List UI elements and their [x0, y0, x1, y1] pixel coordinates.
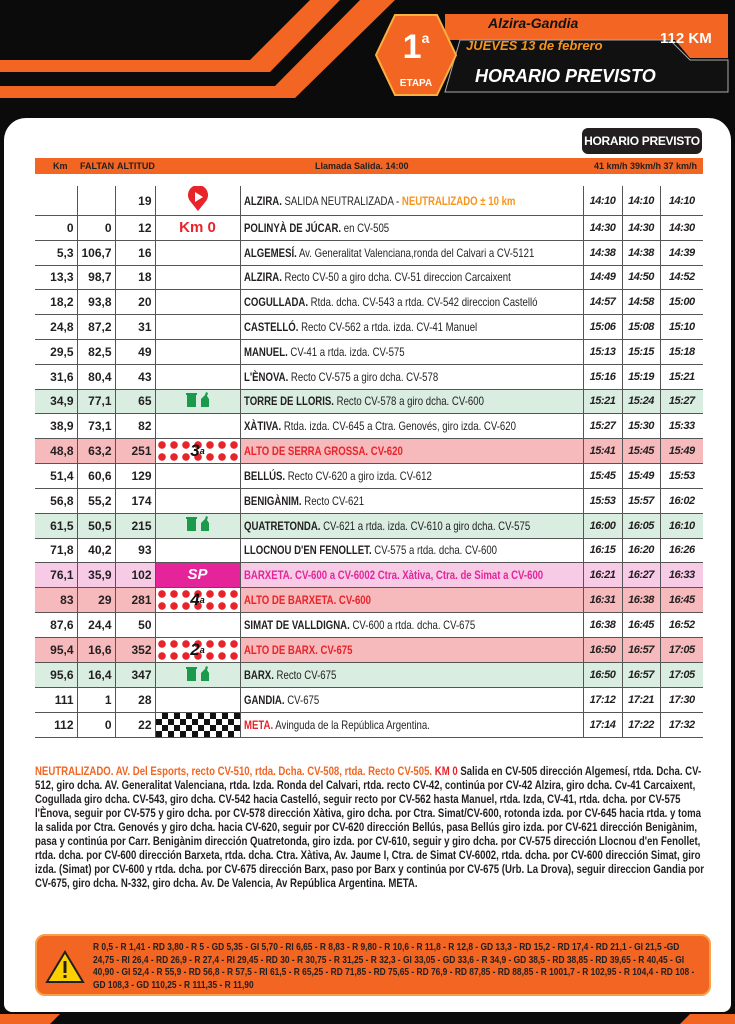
time-cell: 15:21	[660, 364, 703, 389]
time-cell: 17:30	[660, 687, 703, 712]
place-name: QUATRETONDA.	[243, 518, 320, 533]
table-row	[35, 290, 703, 315]
table-row	[35, 663, 703, 688]
table-row	[35, 315, 703, 340]
table-row	[35, 538, 703, 563]
km-cell: 38,9	[35, 414, 77, 439]
directions: Rtda. izda. CV-645 a Ctra. Genovés, giro izda. CV-620	[280, 419, 516, 434]
faltan-cell: 77,1	[77, 389, 115, 414]
faltan-cell: 106,7	[77, 240, 115, 265]
location-cell	[240, 513, 583, 538]
time-cell: 14:57	[583, 290, 622, 315]
km-cell: 71,8	[35, 538, 77, 563]
altitude-cell: 215	[115, 513, 155, 538]
altitude-cell: 251	[115, 439, 155, 464]
km-cell: 13,3	[35, 265, 77, 290]
faltan-cell: 35,9	[77, 563, 115, 588]
route-name: Alzira-Gandia	[488, 15, 579, 31]
table-row	[35, 364, 703, 389]
feed-zone-icon	[184, 392, 212, 408]
location-cell	[240, 414, 583, 439]
time-cell: 15:49	[660, 439, 703, 464]
time-cell: 15:16	[583, 364, 622, 389]
km-cell: 48,8	[35, 439, 77, 464]
marker-cell	[155, 464, 240, 489]
directions: Recto CV-578 a giro dcha. CV-600	[333, 394, 484, 409]
time-cell: 15:30	[622, 414, 660, 439]
time-cell: 14:30	[622, 216, 660, 241]
km-cell: 29,5	[35, 339, 77, 364]
location-cell	[240, 339, 583, 364]
schedule-table	[35, 186, 703, 738]
table-row	[35, 389, 703, 414]
directions: CV-600 a rtda. dcha. CV-675	[349, 618, 475, 633]
marker-cell	[155, 538, 240, 563]
km-cell: 18,2	[35, 290, 77, 315]
time-cell: 15:21	[583, 389, 622, 414]
km-cell: 111	[35, 687, 77, 712]
time-cell: 16:05	[622, 513, 660, 538]
km-cell: 31,6	[35, 364, 77, 389]
schedule-badge: HORARIO PREVISTO	[582, 128, 702, 154]
marker-cell	[155, 265, 240, 290]
table-row	[35, 613, 703, 638]
altitude-cell: 16	[115, 240, 155, 265]
directions: Recto CV-575 a giro dcha. CV-578	[287, 369, 438, 384]
location-cell	[240, 638, 583, 663]
table-row	[35, 638, 703, 663]
place-name: COGULLADA.	[243, 295, 308, 310]
stage-distance: 112 KM	[660, 30, 712, 47]
place-name: POLINYÀ DE JÚCAR.	[243, 220, 341, 235]
time-cell: 15:45	[622, 439, 660, 464]
time-cell: 15:18	[660, 339, 703, 364]
time-cell: 17:22	[622, 712, 660, 737]
time-cell: 16:10	[660, 513, 703, 538]
time-cell: 17:05	[660, 663, 703, 688]
km-cell: 87,6	[35, 613, 77, 638]
faltan-cell: 82,5	[77, 339, 115, 364]
time-cell: 15:27	[660, 389, 703, 414]
table-row	[35, 687, 703, 712]
speed-columns: 41 km/h 39km/h 37 km/h	[593, 161, 697, 171]
km-cell: 112	[35, 712, 77, 737]
time-cell: 16:27	[622, 563, 660, 588]
km-cell: 5,3	[35, 240, 77, 265]
table-row	[35, 488, 703, 513]
table-row	[35, 186, 703, 216]
table-row	[35, 240, 703, 265]
time-cell: 14:58	[622, 290, 660, 315]
time-cell: 17:21	[622, 687, 660, 712]
location-cell	[240, 488, 583, 513]
altitude-cell: 93	[115, 538, 155, 563]
time-cell: 16:33	[660, 563, 703, 588]
km-cell: 61,5	[35, 513, 77, 538]
km-cell	[35, 186, 77, 216]
km-cell: 83	[35, 588, 77, 613]
km-cell: 24,8	[35, 315, 77, 340]
time-cell: 17:32	[660, 712, 703, 737]
km-cell: 76,1	[35, 563, 77, 588]
altitude-cell: 18	[115, 265, 155, 290]
directions: Recto CV-675	[273, 668, 336, 683]
time-cell: 16:50	[583, 638, 622, 663]
time-cell: 17:14	[583, 712, 622, 737]
directions: en CV-505	[340, 220, 389, 235]
directions: Av. Generalitat Valenciana,ronda del Calvari a CV-5121	[296, 245, 534, 260]
time-cell: 14:38	[583, 240, 622, 265]
faltan-cell: 50,5	[77, 513, 115, 538]
place-name: TORRE DE LLORIS.	[243, 394, 334, 409]
table-row	[35, 265, 703, 290]
faltan-cell: 0	[77, 712, 115, 737]
faltan-cell: 87,2	[77, 315, 115, 340]
time-cell: 15:15	[622, 339, 660, 364]
call-time: Llamada Salida. 14:00	[315, 161, 409, 171]
time-cell: 16:15	[583, 538, 622, 563]
marker-cell	[155, 339, 240, 364]
km-cell: 34,9	[35, 389, 77, 414]
marker-cell	[155, 613, 240, 638]
time-cell: 16:57	[622, 638, 660, 663]
marker-cell	[155, 488, 240, 513]
neutral-note: NEUTRALIZADO. AV. Del Esports, recto CV-510, rtda. Dcha. CV-508, rtda. Recto CV-505.	[35, 764, 433, 778]
directions: Recto CV-621	[301, 493, 364, 508]
place-name: ALZIRA.	[243, 270, 282, 285]
location-cell	[240, 613, 583, 638]
table-row	[35, 712, 703, 737]
time-cell: 15:53	[583, 488, 622, 513]
page-title: HORARIO PREVISTO	[475, 66, 656, 86]
col-faltan: FALTAN	[80, 161, 115, 171]
faltan-cell: 60,6	[77, 464, 115, 489]
directions: Recto CV-50 a giro dcha. CV-51 direccion Carcaixent	[281, 270, 511, 285]
marker-cell	[155, 588, 240, 613]
table-row	[35, 439, 703, 464]
time-cell: 14:49	[583, 265, 622, 290]
table-header	[35, 158, 703, 174]
directions: CV-41 a rtda. izda. CV-575	[287, 344, 405, 359]
marker-cell	[155, 663, 240, 688]
marker-cell	[155, 638, 240, 663]
directions: CV-575 a rtda. dcha. CV-600	[371, 543, 497, 558]
marker-cell	[155, 513, 240, 538]
location-cell	[240, 464, 583, 489]
location-cell	[240, 364, 583, 389]
altitude-cell: 20	[115, 290, 155, 315]
time-cell: 14:10	[583, 186, 622, 216]
directions: Recto CV-620 a giro izda. CV-612	[284, 469, 432, 484]
km-cell: 56,8	[35, 488, 77, 513]
neutral-highlight: NEUTRALIZADO ± 10 km	[401, 193, 515, 208]
place-name: ALTO DE SERRA GROSSA. CV-620	[243, 444, 403, 459]
location-cell	[240, 315, 583, 340]
location-cell	[240, 290, 583, 315]
faltan-cell: 1	[77, 687, 115, 712]
warning-text: R 0,5 - R 1,41 - RD 3,80 - R 5 - GD 5,35 - GI 5,70 - RI 6,65 - R 8,83 - R 9,80 - R 10,6 - R 11,8 - R 12,8 - GD 13,3 - RD 15,2 - RD 17,4 - RD 21,1 - GI 21,5 -GD 24,75 - RI 26,4 - RD 26,9 - R 27,4 - RI 29,45 - RD 30 - R 30,75 - R 31,25 - R 32,3 - GI 33,05 - GD 33,6 - R 34,9 - GD 38,5 - RD 38,85 - RD 39,65 - R 40,45 - GI 40,90 - GI 52,4 - R 55,9 - RD 56,8 - R 57,5 - RI 61,5 - R 65,25 - RD 71,85 - RD 75,65 - RD 76,9 - RD 87,85 - RD 88,85 - R 1001,7 - R 102,95 - R 104,4 - RD 108 - GD 108,3 - GD 110,25 - R 111,35 - R 11,90	[93, 941, 695, 991]
stage-date: JUEVES 13 de febrero	[466, 38, 603, 53]
altitude-cell: 22	[115, 712, 155, 737]
location-cell	[240, 216, 583, 241]
col-altitud: ALTITUD	[117, 161, 155, 171]
time-cell: 15:49	[622, 464, 660, 489]
place-name: META.	[243, 717, 273, 732]
location-cell	[240, 389, 583, 414]
faltan-cell	[77, 186, 115, 216]
time-cell: 17:12	[583, 687, 622, 712]
time-cell: 15:00	[660, 290, 703, 315]
time-cell: 15:13	[583, 339, 622, 364]
place-name: SIMAT DE VALLDIGNA.	[243, 618, 350, 633]
marker-cell	[155, 290, 240, 315]
faltan-cell: 29	[77, 588, 115, 613]
faltan-cell: 55,2	[77, 488, 115, 513]
time-cell: 16:38	[583, 613, 622, 638]
marker-cell	[155, 563, 240, 588]
table-row	[35, 588, 703, 613]
table-row	[35, 414, 703, 439]
warning-icon	[45, 950, 85, 984]
time-cell: 15:08	[622, 315, 660, 340]
altitude-cell: 31	[115, 315, 155, 340]
place-name: BELLÚS.	[243, 469, 285, 484]
time-cell: 15:10	[660, 315, 703, 340]
location-cell	[240, 687, 583, 712]
time-cell: 14:38	[622, 240, 660, 265]
altitude-cell: 65	[115, 389, 155, 414]
place-name: CASTELLÓ.	[243, 320, 298, 335]
feed-zone-icon	[184, 516, 212, 532]
faltan-cell: 73,1	[77, 414, 115, 439]
altitude-cell: 12	[115, 216, 155, 241]
altitude-cell: 19	[115, 186, 155, 216]
time-cell: 15:41	[583, 439, 622, 464]
faltan-cell: 93,8	[77, 290, 115, 315]
time-cell: 16:45	[660, 588, 703, 613]
marker-cell	[155, 389, 240, 414]
altitude-cell: 352	[115, 638, 155, 663]
table-row	[35, 513, 703, 538]
climb-category-icon: 2 a	[156, 638, 240, 662]
place-name: ALGEMESÍ.	[243, 245, 297, 260]
time-cell: 15:33	[660, 414, 703, 439]
time-cell: 16:02	[660, 488, 703, 513]
marker-cell	[155, 216, 240, 241]
marker-cell	[155, 315, 240, 340]
location-cell	[240, 588, 583, 613]
time-cell: 14:52	[660, 265, 703, 290]
directions: Recto CV-562 a rtda. izda. CV-41 Manuel	[297, 320, 477, 335]
place-name: GANDIA.	[243, 692, 285, 707]
place-name: BARXETA. CV-600 a CV-6002 Ctra. Xàtiva, Ctra. de Simat a CV-600	[243, 568, 543, 583]
altitude-cell: 28	[115, 687, 155, 712]
table-row	[35, 464, 703, 489]
location-cell	[240, 663, 583, 688]
km-cell: 95,4	[35, 638, 77, 663]
time-cell: 16:38	[622, 588, 660, 613]
altitude-cell: 281	[115, 588, 155, 613]
altitude-cell: 347	[115, 663, 155, 688]
climb-category-icon: 3 a	[156, 439, 240, 463]
climb-category-icon: 4 a	[156, 588, 240, 612]
faltan-cell: 98,7	[77, 265, 115, 290]
place-name: BENIGÀNIM.	[243, 493, 302, 508]
km-cell: 95,6	[35, 663, 77, 688]
km0-marker: Km 0	[179, 219, 216, 237]
time-cell: 15:45	[583, 464, 622, 489]
time-cell: 16:00	[583, 513, 622, 538]
altitude-cell: 102	[115, 563, 155, 588]
location-cell	[240, 240, 583, 265]
altitude-cell: 43	[115, 364, 155, 389]
time-cell: 16:50	[583, 663, 622, 688]
sprint-icon: SP	[156, 563, 240, 587]
time-cell: 15:57	[622, 488, 660, 513]
altitude-cell: 49	[115, 339, 155, 364]
location-cell	[240, 186, 583, 216]
directions: CV-675	[284, 692, 319, 707]
marker-cell	[155, 186, 240, 216]
faltan-cell: 16,6	[77, 638, 115, 663]
time-cell: 16:45	[622, 613, 660, 638]
route-notes	[35, 764, 705, 890]
place-name: LLOCNOU D'EN FENOLLET.	[243, 543, 372, 558]
stage-number: 1$^a$	[402, 28, 430, 66]
place-name: XÀTIVA.	[243, 419, 281, 434]
location-cell	[240, 563, 583, 588]
time-cell: 14:50	[622, 265, 660, 290]
directions: Avinguda de la República Argentina.	[272, 717, 430, 732]
table-row	[35, 563, 703, 588]
altitude-cell: 82	[115, 414, 155, 439]
marker-cell	[155, 712, 240, 737]
directions: SALIDA NEUTRALIZADA -	[281, 193, 402, 208]
place-name: L'ÈNOVA.	[243, 369, 288, 384]
time-cell: 15:27	[583, 414, 622, 439]
warning-box	[35, 934, 711, 996]
time-cell: 16:57	[622, 663, 660, 688]
km0-note: KM 0	[432, 764, 458, 778]
faltan-cell: 0	[77, 216, 115, 241]
place-name: BARX.	[243, 668, 274, 683]
time-cell: 14:30	[583, 216, 622, 241]
km-cell: 51,4	[35, 464, 77, 489]
directions: Rtda. dcha. CV-543 a rtda. CV-542 direccion Castelló	[307, 295, 537, 310]
faltan-cell: 16,4	[77, 663, 115, 688]
route-description: Salida en CV-505 dirección Algemesí, rtda. Dcha. CV-512, giro dcha. AV. Generalitat Valenciana, rtda. Izda. Ronda del Calvari, rtda. recto CV-42, continúa por CV-42 Alzira, giro dcha. Cv-41 Carcaixent, Cogullada giro dcha. CV-543, giro dcha. CV-542 hacia Castelló, seguir recto por CV-562 hasta Manuel, rtda. Izda, CV-41, rtda. dcha. por CV-575 l'Ènova, seguir por CV-575 y giro dcha. por CV-578 dirección Xàtiva, giro dcha. por Ctra. Simat/CV-600, rotonda izda. por CV-645 hacia rtda. y toma la salida por Ctra. Genovés y giro dcha. hacia CV-620, seguir por CV-620 dirección Bellús, pasa Bellús giro izda. por CV-621 dirección Benigànim, pasa y continúa por Carr. Benigànim dirección Quatretonda, giro izda. por CV-610, seguir y giro dcha. por CV-575 dirección Llocnou d'en Fenollet, rtda. dcha. por CV-600 dirección Barxeta, rtda. dcha. Ctra. Xàtiva, Av. Jaume I, Ctra. de Simat CV-6002, rtda. dcha. por CV-600 dirección Simat, giro izda. (Simat) por CV-600 y rtda. dcha. por CV-675 dirección Barx, paso por Barx y continúa por CV-675 (Urb. La Drova), seguir direccion Gandia por CV-675, giro dcha. N-332, giro dcha. Av. De Valencia, Av República Argentina. META.	[35, 764, 704, 890]
location-cell	[240, 265, 583, 290]
marker-cell	[155, 240, 240, 265]
time-cell: 17:05	[660, 638, 703, 663]
faltan-cell: 24,4	[77, 613, 115, 638]
time-cell: 16:31	[583, 588, 622, 613]
table-row	[35, 216, 703, 241]
time-cell: 15:19	[622, 364, 660, 389]
finish-flag-icon	[156, 713, 240, 737]
time-cell: 16:26	[660, 538, 703, 563]
stage-badge	[375, 14, 457, 96]
feed-zone-icon	[184, 666, 212, 682]
location-cell	[240, 538, 583, 563]
time-cell: 16:52	[660, 613, 703, 638]
table-row	[35, 339, 703, 364]
altitude-cell: 129	[115, 464, 155, 489]
marker-cell	[155, 414, 240, 439]
time-cell: 15:24	[622, 389, 660, 414]
marker-cell	[155, 439, 240, 464]
location-cell	[240, 439, 583, 464]
place-name: ALTO DE BARXETA. CV-600	[243, 593, 371, 608]
faltan-cell: 63,2	[77, 439, 115, 464]
altitude-cell: 50	[115, 613, 155, 638]
time-cell: 16:20	[622, 538, 660, 563]
time-cell: 14:30	[660, 216, 703, 241]
place-name: ALTO DE BARX. CV-675	[243, 643, 352, 658]
col-km: Km	[53, 161, 68, 171]
faltan-cell: 80,4	[77, 364, 115, 389]
time-cell: 14:10	[660, 186, 703, 216]
directions: CV-621 a rtda. izda. CV-610 a giro dcha. CV-575	[319, 518, 530, 533]
time-cell: 15:53	[660, 464, 703, 489]
time-cell: 14:10	[622, 186, 660, 216]
altitude-cell: 174	[115, 488, 155, 513]
time-cell: 15:06	[583, 315, 622, 340]
place-name: ALZIRA.	[243, 193, 282, 208]
start-pin-icon	[187, 186, 209, 212]
marker-cell	[155, 364, 240, 389]
km-cell: 0	[35, 216, 77, 241]
time-cell: 16:21	[583, 563, 622, 588]
marker-cell	[155, 687, 240, 712]
place-name: MANUEL.	[243, 344, 288, 359]
faltan-cell: 40,2	[77, 538, 115, 563]
time-cell: 14:39	[660, 240, 703, 265]
location-cell	[240, 712, 583, 737]
stage-label: ETAPA	[399, 78, 433, 89]
